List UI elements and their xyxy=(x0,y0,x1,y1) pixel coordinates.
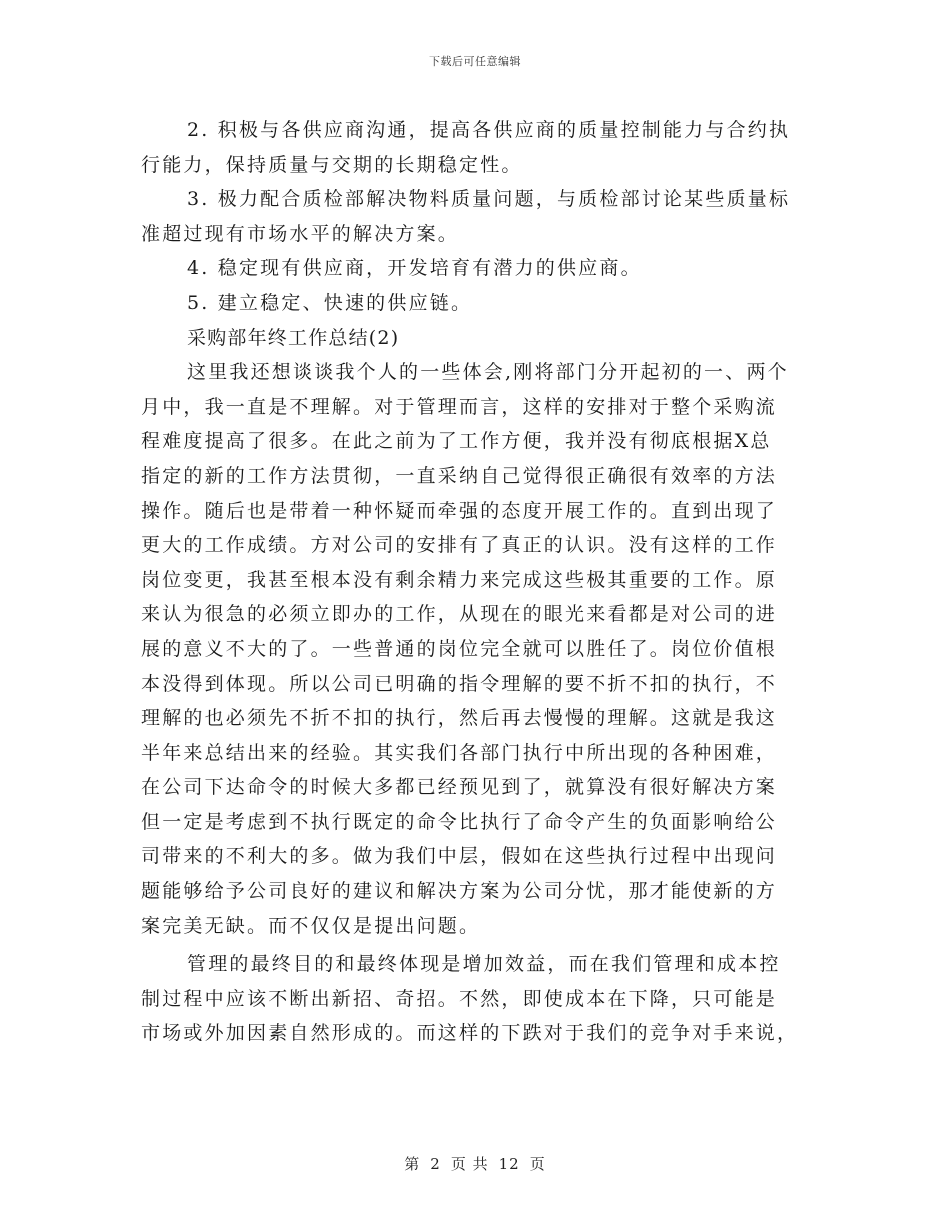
paragraph-1-line-6: 更大的工作成绩。方对公司的安排有了真正的认识。没有这样的工作 xyxy=(141,534,778,557)
paragraph-1-line-14: 但一定是考虑到不执行既定的命令比执行了命令产生的负面影响给公 xyxy=(141,810,778,833)
list-item-5: 5. 建立稳定、快速的供应链。 xyxy=(187,291,473,314)
paragraph-2-line-3: 市场或外加因素自然形成的。而这样的下跌对于我们的竞争对手来说， xyxy=(141,1022,799,1045)
paragraph-1-line-11: 理解的也必须先不折不扣的执行，然后再去慢慢的理解。这就是我这 xyxy=(141,707,778,730)
list-item-4: 4. 稳定现有供应商，开发培育有潜力的供应商。 xyxy=(187,257,642,280)
page-header: 下载后可任意编辑 xyxy=(429,55,521,68)
paragraph-1-line-12: 半年来总结出来的经验。其实我们各部门执行中所出现的各种困难， xyxy=(141,741,778,764)
footer-page-number: 2 xyxy=(430,1155,441,1173)
list-item-2-line-2: 行能力，保持质量与交期的长期稳定性。 xyxy=(141,153,523,176)
paragraph-1-line-1: 这里我还想谈谈我个人的一些体会,刚将部门分开起初的一、两个 xyxy=(187,361,789,384)
paragraph-1-line-17: 案完美无缺。而不仅仅是提出问题。 xyxy=(141,914,481,937)
page-footer xyxy=(0,1153,950,1174)
list-item-2-line-1: 2. 积极与各供应商沟通，提高各供应商的质量控制能力与合约执 xyxy=(187,119,791,141)
footer-total-pages: 12 xyxy=(498,1155,520,1173)
paragraph-1-line-13: 在公司下达命令的时候大多都已经预见到了，就算没有很好解决方案 xyxy=(141,776,778,799)
list-item-3-line-1: 3. 极力配合质检部解决物料质量问题，与质检部讨论某些质量标 xyxy=(187,188,791,211)
paragraph-1-line-4: 指定的新的工作方法贯彻，一直采纳自己觉得很正确很有效率的方法 xyxy=(141,464,778,487)
paragraph-1-line-9: 展的意义不大的了。一些普通的岗位完全就可以胜任了。岗位价值根 xyxy=(141,637,778,660)
paragraph-2-line-1: 管理的最终目的和最终体现是增加效益，而在我们管理和成本控 xyxy=(187,953,781,976)
paragraph-1-line-8: 来认为很急的必须立即办的工作，从现在的眼光来看都是对公司的进 xyxy=(141,603,778,626)
paragraph-1-line-5: 操作。随后也是带着一种怀疑而牵强的态度开展工作的。直到出现了 xyxy=(141,499,778,522)
paragraph-1-line-3: 程难度提高了很多。在此之前为了工作方便，我并没有彻底根据X总 xyxy=(141,430,772,453)
paragraph-1-line-10: 本没得到体现。所以公司已明确的指令理解的要不折不扣的执行，不 xyxy=(141,672,778,695)
footer-suffix: 页 xyxy=(529,1155,546,1173)
paragraph-2-line-2: 制过程中应该不断出新招、奇招。不然，即使成本在下降，只可能是 xyxy=(141,987,778,1010)
document-body xyxy=(141,113,811,1051)
paragraph-1-line-7: 岗位变更，我甚至根本没有剩余精力来完成这些极其重要的工作。原 xyxy=(141,568,778,591)
paragraph-1-line-16: 题能够给予公司良好的建议和解决方案为公司分忧，那才能使新的方 xyxy=(141,880,778,903)
paragraph-1-line-2: 月中，我一直是不理解。对于管理而言，这样的安排对于整个采购流 xyxy=(141,395,778,418)
paragraph-1-line-15: 司带来的不利大的多。做为我们中层，假如在这些执行过程中出现问 xyxy=(141,845,778,868)
footer-middle: 页 共 xyxy=(450,1155,489,1173)
section-title: 采购部年终工作总结(2) xyxy=(187,326,400,349)
footer-prefix: 第 xyxy=(404,1155,421,1173)
list-item-3-line-2: 准超过现有市场水平的解决方案。 xyxy=(141,222,460,245)
